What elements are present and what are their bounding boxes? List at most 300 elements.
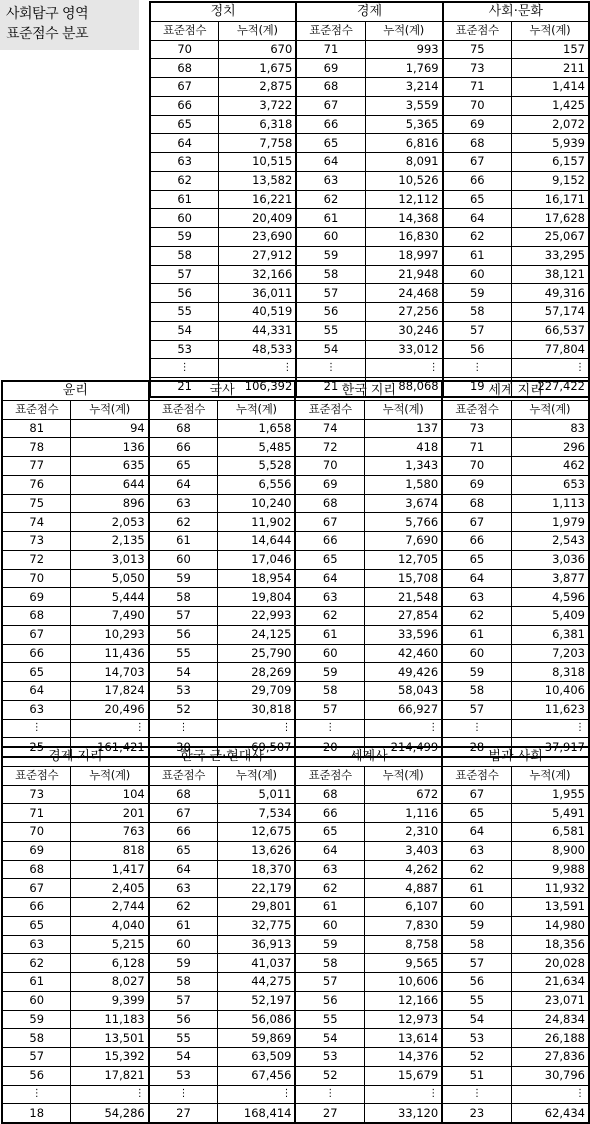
standard-score-cell: 68 [443,134,512,153]
standard-score-cell: 59 [149,954,218,973]
standard-score-cell: 56 [295,991,364,1010]
standard-score-cell: 58 [150,246,219,265]
cumulative-count-cell: 17,824 [71,682,149,701]
cumulative-count-cell: 1,417 [71,860,149,879]
standard-score-cell: 61 [295,625,364,644]
cumulative-count-cell: 12,112 [365,190,443,209]
standard-score-cell: ⋮ [149,1085,218,1104]
subject-name: 경제 [296,2,442,21]
standard-score-cell: 66 [443,171,512,190]
table-row [150,153,589,172]
standard-score-cell: 70 [150,40,219,59]
standard-score-cell: 58 [2,1029,71,1048]
subject-name: 윤리 [2,381,149,400]
cumulative-count-cell: 59,869 [218,1029,296,1048]
standard-score-cell: 27 [149,1104,218,1123]
table-row [2,841,589,860]
cumulative-count-cell: 17,821 [71,1066,149,1085]
cumulative-count-cell: 13,582 [219,171,297,190]
standard-score-cell: 71 [296,40,365,59]
cumulative-count-cell: 6,128 [71,954,149,973]
cumulative-count-cell: 17,628 [511,209,589,228]
standard-score-cell: 66 [149,823,218,842]
standard-score-cell: 76 [2,475,71,494]
standard-score-cell: ⋮ [296,359,365,378]
standard-score-cell: ⋮ [295,1085,364,1104]
cumulative-column-header: 누적(계) [364,400,442,419]
cumulative-count-cell: 8,758 [364,935,442,954]
cumulative-count-cell: 9,565 [364,954,442,973]
cumulative-count-cell: 5,766 [364,513,442,532]
cumulative-count-cell: 23,071 [511,991,589,1010]
standard-score-cell: 66 [295,804,364,823]
standard-score-cell: 68 [2,607,71,626]
cumulative-count-cell: 29,709 [218,682,296,701]
standard-score-cell: 65 [295,550,364,569]
cumulative-count-cell: 26,188 [511,1029,589,1048]
standard-score-cell: 55 [150,303,219,322]
standard-score-cell: 60 [2,991,71,1010]
standard-score-cell: 57 [442,954,511,973]
table-row [2,457,589,476]
cumulative-count-cell: 2,135 [71,532,149,551]
cumulative-count-cell: 63,509 [218,1048,296,1067]
cumulative-count-cell: 12,705 [364,550,442,569]
cumulative-count-cell: 1,979 [511,513,589,532]
standard-score-cell: 63 [295,588,364,607]
score-column-header: 표준점수 [149,400,218,419]
cumulative-count-cell: 25,067 [511,228,589,247]
standard-score-cell: 58 [442,682,511,701]
standard-score-cell: 73 [2,785,71,804]
cumulative-count-cell: 3,722 [219,96,297,115]
standard-score-cell: 65 [150,115,219,134]
standard-score-cell: ⋮ [2,719,71,738]
standard-score-cell: 66 [296,115,365,134]
cumulative-count-cell: 3,674 [364,494,442,513]
cumulative-count-cell: 6,107 [364,898,442,917]
cumulative-count-cell: 6,581 [511,823,589,842]
cumulative-count-cell: 3,036 [511,550,589,569]
cumulative-count-cell: 13,501 [71,1029,149,1048]
cumulative-count-cell: 7,690 [364,532,442,551]
cumulative-count-cell: 211 [511,59,589,78]
table-row [2,532,589,551]
standard-score-cell: 62 [296,190,365,209]
cumulative-count-cell: 48,533 [219,340,297,359]
cumulative-count-cell: 6,381 [511,625,589,644]
cumulative-count-cell: 24,468 [365,284,443,303]
cumulative-count-cell: 11,932 [511,879,589,898]
cumulative-count-cell: 763 [71,823,149,842]
table-row [2,682,589,701]
standard-score-cell: 60 [295,644,364,663]
table-row [2,935,589,954]
standard-score-cell: 75 [443,40,512,59]
standard-score-cell: 55 [442,991,511,1010]
cumulative-count-cell: 13,591 [511,898,589,917]
standard-score-cell: 52 [149,700,218,719]
cumulative-count-cell: 672 [364,785,442,804]
cumulative-count-cell: 57,174 [511,303,589,322]
cumulative-count-cell: ⋮ [71,719,149,738]
table-row [150,209,589,228]
standard-score-cell: 58 [442,935,511,954]
standard-score-cell: 57 [150,265,219,284]
table-row [2,644,589,663]
table-row [150,303,589,322]
table-row [2,419,589,438]
cumulative-count-cell: 7,203 [511,644,589,663]
standard-score-cell: 62 [443,228,512,247]
standard-score-cell: 60 [149,550,218,569]
standard-score-cell: 65 [149,457,218,476]
subject-name: 세계사 [295,747,442,766]
cumulative-count-cell: 49,426 [364,663,442,682]
cumulative-count-cell: 2,072 [511,115,589,134]
cumulative-count-cell: 3,013 [71,550,149,569]
table-row [2,1104,589,1123]
cumulative-column-header: 누적(계) [218,400,296,419]
standard-score-cell: 30 [149,738,218,757]
standard-score-cell: 56 [149,625,218,644]
standard-score-cell: 68 [442,494,511,513]
score-column-header: 표준점수 [443,21,512,40]
cumulative-count-cell: 44,275 [218,973,296,992]
standard-score-cell: 65 [295,823,364,842]
cumulative-count-cell: ⋮ [365,359,443,378]
standard-score-cell: 62 [150,171,219,190]
cumulative-count-cell: 10,406 [511,682,589,701]
standard-score-cell: 56 [443,340,512,359]
cumulative-count-cell: 5,939 [511,134,589,153]
standard-score-cell: 23 [442,1104,511,1123]
standard-score-cell: 69 [296,59,365,78]
cumulative-count-cell: 2,543 [511,532,589,551]
standard-score-cell: 69 [2,588,71,607]
standard-score-cell: 61 [442,625,511,644]
cumulative-count-cell: 16,830 [365,228,443,247]
standard-score-cell: 78 [2,438,71,457]
standard-score-cell: 25 [2,738,71,757]
cumulative-count-cell: 49,316 [511,284,589,303]
standard-score-cell: 53 [442,1029,511,1048]
table-row [2,898,589,917]
cumulative-count-cell: 11,436 [71,644,149,663]
standard-score-cell: 81 [2,419,71,438]
table-row [2,1066,589,1085]
cumulative-count-cell: 157 [511,40,589,59]
table-row [2,804,589,823]
cumulative-count-cell: 5,491 [511,804,589,823]
standard-score-cell: 56 [442,973,511,992]
standard-score-cell: 73 [2,532,71,551]
cumulative-count-cell: 21,948 [365,265,443,284]
cumulative-count-cell: 13,626 [218,841,296,860]
standard-score-cell: 68 [295,785,364,804]
table-row [2,991,589,1010]
cumulative-count-cell: 14,980 [511,916,589,935]
standard-score-cell: 60 [149,935,218,954]
cumulative-count-cell: 12,166 [364,991,442,1010]
cumulative-count-cell: 11,902 [218,513,296,532]
cumulative-count-cell: 653 [511,475,589,494]
cumulative-column-header: 누적(계) [511,21,589,40]
standard-score-cell: 69 [295,475,364,494]
cumulative-count-cell: 16,221 [219,190,297,209]
standard-score-cell: 63 [2,700,71,719]
cumulative-count-cell: 20,496 [71,700,149,719]
standard-score-cell: 66 [2,898,71,917]
score-column-header: 표준점수 [149,766,218,785]
standard-score-cell: 52 [442,1048,511,1067]
cumulative-count-cell: 16,171 [511,190,589,209]
standard-score-cell: 67 [149,804,218,823]
table-row [2,719,589,738]
standard-score-cell: 55 [149,644,218,663]
standard-score-cell: 68 [295,494,364,513]
standard-score-cell: 20 [295,738,364,757]
cumulative-count-cell: 69,507 [218,738,296,757]
table-row [2,860,589,879]
cumulative-count-cell: 4,596 [511,588,589,607]
cumulative-count-cell: 27,912 [219,246,297,265]
cumulative-count-cell: 5,409 [511,607,589,626]
standard-score-cell: 68 [149,419,218,438]
standard-score-cell: 19 [443,378,512,397]
cumulative-count-cell: 15,392 [71,1048,149,1067]
cumulative-count-cell: 214,499 [364,738,442,757]
standard-score-cell: 68 [149,785,218,804]
subject-name: 정치 [150,2,296,21]
standard-score-cell: 63 [149,879,218,898]
cumulative-count-cell: 201 [71,804,149,823]
cumulative-count-cell: 29,801 [218,898,296,917]
standard-score-cell: 67 [296,96,365,115]
table-row [2,550,589,569]
standard-score-cell: 64 [150,134,219,153]
table-row [2,916,589,935]
standard-score-cell: 57 [443,321,512,340]
cumulative-count-cell: 137 [364,419,442,438]
standard-score-cell: ⋮ [443,359,512,378]
cumulative-count-cell: 1,769 [365,59,443,78]
standard-score-cell: 61 [2,973,71,992]
cumulative-count-cell: ⋮ [364,1085,442,1104]
table-row [150,321,589,340]
cumulative-column-header: 누적(계) [71,766,149,785]
standard-score-cell: 67 [442,513,511,532]
cumulative-column-header: 누적(계) [511,766,589,785]
standard-score-cell: 55 [296,321,365,340]
cumulative-count-cell: 4,262 [364,860,442,879]
subject-name: 세계 지리 [442,381,589,400]
standard-score-cell: 70 [442,457,511,476]
cumulative-count-cell: 36,913 [218,935,296,954]
cumulative-count-cell: 4,887 [364,879,442,898]
standard-score-cell: 67 [2,625,71,644]
cumulative-count-cell: 23,690 [219,228,297,247]
standard-score-cell: 63 [150,153,219,172]
standard-score-cell: 72 [2,550,71,569]
table-row [2,663,589,682]
cumulative-count-cell: 18,997 [365,246,443,265]
standard-score-cell: 54 [150,321,219,340]
standard-score-cell: 60 [442,898,511,917]
table-row [2,1085,589,1104]
cumulative-count-cell: 1,675 [219,59,297,78]
table-row [150,96,589,115]
standard-score-cell: 64 [295,841,364,860]
standard-score-cell: 65 [2,916,71,935]
table-row [150,134,589,153]
cumulative-count-cell: 10,515 [219,153,297,172]
standard-score-cell: 67 [443,153,512,172]
standard-score-cell: 67 [442,785,511,804]
cumulative-count-cell: 30,796 [511,1066,589,1085]
cumulative-count-cell: 33,295 [511,246,589,265]
standard-score-cell: 63 [149,494,218,513]
cumulative-count-cell: 15,708 [364,569,442,588]
standard-score-cell: 66 [295,532,364,551]
cumulative-count-cell: 5,485 [218,438,296,457]
table-row [150,59,589,78]
cumulative-count-cell: 5,050 [71,569,149,588]
standard-score-cell: 74 [2,513,71,532]
cumulative-count-cell: 296 [511,438,589,457]
cumulative-count-cell: ⋮ [71,1085,149,1104]
standard-score-cell: 61 [149,532,218,551]
cumulative-count-cell: 94 [71,419,149,438]
score-column-header: 표준점수 [296,21,365,40]
section-title [0,0,139,50]
table-row [150,359,589,378]
cumulative-count-cell: 644 [71,475,149,494]
cumulative-count-cell: 13,614 [364,1029,442,1048]
cumulative-count-cell: 1,425 [511,96,589,115]
standard-score-cell: 28 [442,738,511,757]
table-row [2,475,589,494]
cumulative-count-cell: 8,318 [511,663,589,682]
cumulative-count-cell: 11,623 [511,700,589,719]
standard-score-cell: 68 [2,860,71,879]
standard-score-cell: 54 [296,340,365,359]
cumulative-count-cell: 5,528 [218,457,296,476]
standard-score-cell: 64 [442,823,511,842]
cumulative-column-header: 누적(계) [219,21,297,40]
table-row [150,171,589,190]
cumulative-count-cell: 22,993 [218,607,296,626]
cumulative-count-cell: 1,116 [364,804,442,823]
standard-score-cell: ⋮ [2,1085,71,1104]
table-row [2,1048,589,1067]
standard-score-cell: 71 [2,804,71,823]
cumulative-count-cell: 18,370 [218,860,296,879]
cumulative-column-header: 누적(계) [364,766,442,785]
standard-score-cell: 62 [295,879,364,898]
cumulative-count-cell: 462 [511,457,589,476]
standard-score-cell: 70 [2,569,71,588]
standard-score-cell: 61 [296,209,365,228]
cumulative-count-cell: 22,179 [218,879,296,898]
standard-score-cell: 64 [443,209,512,228]
standard-score-cell: 64 [296,153,365,172]
table-row [150,78,589,97]
standard-score-cell: 62 [2,954,71,973]
standard-score-cell: 57 [295,973,364,992]
subject-name: 경제 지리 [2,747,149,766]
score-column-header: 표준점수 [442,400,511,419]
standard-score-cell: 54 [295,1029,364,1048]
cumulative-count-cell: 37,917 [511,738,589,757]
cumulative-count-cell: 1,955 [511,785,589,804]
cumulative-count-cell: 3,877 [511,569,589,588]
standard-score-cell: 55 [295,1010,364,1029]
standard-score-cell: 58 [296,265,365,284]
cumulative-count-cell: 30,246 [365,321,443,340]
standard-score-cell: 57 [149,991,218,1010]
standard-score-cell: 53 [295,1048,364,1067]
standard-score-cell: 59 [2,1010,71,1029]
standard-score-cell: 73 [442,419,511,438]
standard-score-cell: 69 [2,841,71,860]
standard-score-cell: 21 [150,378,219,397]
cumulative-count-cell: 2,310 [364,823,442,842]
cumulative-count-cell: 1,414 [511,78,589,97]
table-row [150,228,589,247]
standard-score-cell: 56 [150,284,219,303]
standard-score-cell: 59 [443,284,512,303]
cumulative-count-cell: ⋮ [511,1085,589,1104]
cumulative-count-cell: 52,197 [218,991,296,1010]
table-row [2,625,589,644]
table-row [150,265,589,284]
cumulative-count-cell: 9,152 [511,171,589,190]
standard-score-cell: 70 [443,96,512,115]
standard-score-cell: 57 [2,1048,71,1067]
cumulative-count-cell: 635 [71,457,149,476]
standard-score-cell: 62 [149,513,218,532]
cumulative-count-cell: 67,456 [218,1066,296,1085]
standard-score-cell: 52 [295,1066,364,1085]
cumulative-count-cell: 5,215 [71,935,149,954]
standard-score-cell: 58 [149,588,218,607]
cumulative-column-header: 누적(계) [218,766,296,785]
standard-score-cell: 56 [296,303,365,322]
standard-score-cell: 72 [295,438,364,457]
cumulative-count-cell: ⋮ [364,719,442,738]
standard-score-cell: 51 [442,1066,511,1085]
standard-score-cell: 54 [149,663,218,682]
standard-score-cell: 63 [2,935,71,954]
cumulative-count-cell: 14,644 [218,532,296,551]
cumulative-count-cell: 28,269 [218,663,296,682]
cumulative-count-cell: ⋮ [511,359,589,378]
cumulative-count-cell: 66,537 [511,321,589,340]
cumulative-count-cell: 5,365 [365,115,443,134]
cumulative-count-cell: 27,256 [365,303,443,322]
standard-score-cell: 62 [295,607,364,626]
standard-score-cell: ⋮ [442,1085,511,1104]
standard-score-cell: 68 [150,59,219,78]
cumulative-count-cell: 670 [219,40,297,59]
table-row [2,954,589,973]
cumulative-count-cell: 7,490 [71,607,149,626]
table-row [2,438,589,457]
standard-score-cell: ⋮ [295,719,364,738]
standard-score-cell: 62 [442,860,511,879]
cumulative-count-cell: 2,405 [71,879,149,898]
